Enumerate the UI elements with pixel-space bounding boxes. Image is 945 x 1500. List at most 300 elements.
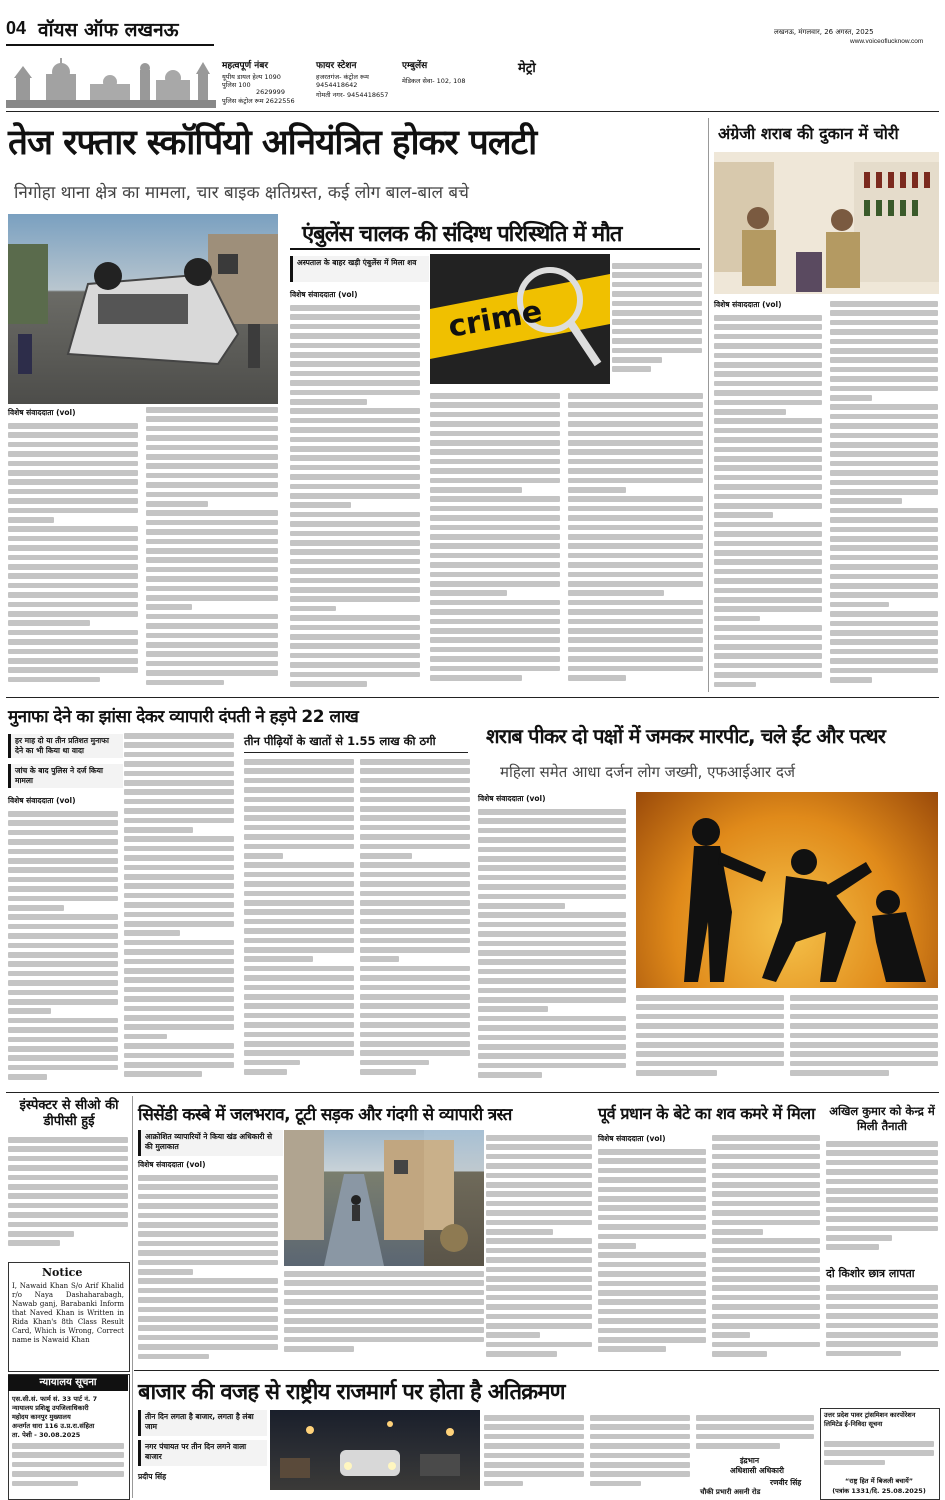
text-block <box>8 1136 128 1256</box>
text-line <box>712 1144 820 1150</box>
text-line <box>636 1042 784 1048</box>
text-line <box>244 881 354 887</box>
text-line <box>830 536 938 542</box>
text-line <box>478 959 626 965</box>
text-line <box>484 1462 584 1468</box>
text-line <box>486 1276 592 1282</box>
text-line <box>568 496 703 502</box>
text-line <box>8 526 138 532</box>
text-line <box>714 663 822 669</box>
text-line <box>138 1203 278 1209</box>
tender-footer: “राष्ट्र हित में बिजली बचायें” <box>844 1477 914 1485</box>
text-line <box>478 875 626 881</box>
text-line <box>124 1024 234 1030</box>
text-line <box>830 348 938 354</box>
text-line <box>290 672 420 678</box>
text-line <box>244 862 354 868</box>
text-line <box>598 1337 706 1343</box>
text-line <box>146 661 278 667</box>
text-line <box>714 381 822 387</box>
text-line <box>430 553 560 559</box>
text-line <box>124 799 234 805</box>
text-line <box>146 604 192 610</box>
text-line <box>146 407 278 413</box>
text-line <box>696 1424 814 1430</box>
text-line <box>8 1165 128 1171</box>
text-line <box>8 914 118 920</box>
text-line <box>830 310 938 316</box>
text-block <box>146 406 278 692</box>
text-line <box>714 400 822 406</box>
text-line <box>598 1177 706 1183</box>
text-line <box>8 896 118 902</box>
text-line <box>290 380 420 386</box>
text-line <box>8 667 138 673</box>
text-line <box>486 1135 592 1141</box>
text-line <box>124 865 234 871</box>
text-line <box>712 1220 820 1226</box>
rule-row2 <box>6 1092 939 1093</box>
text-line <box>478 978 626 984</box>
text-line <box>244 956 313 962</box>
text-line <box>568 412 703 418</box>
text-line <box>360 872 470 878</box>
text-line <box>290 437 420 443</box>
text-line <box>826 1207 938 1213</box>
text-block <box>826 1284 938 1364</box>
text-line <box>8 1203 128 1209</box>
text-line <box>8 811 118 817</box>
text-line <box>146 520 278 526</box>
text-line <box>360 853 412 859</box>
text-line <box>712 1191 820 1197</box>
text-line <box>486 1182 592 1188</box>
text-line <box>138 1250 278 1256</box>
text-block <box>696 1414 814 1454</box>
text-line <box>826 1197 938 1203</box>
text-line <box>146 539 278 545</box>
text-line <box>568 581 703 587</box>
text-line <box>712 1332 750 1338</box>
text-line <box>826 1235 892 1241</box>
text-line <box>146 463 278 469</box>
text-block <box>790 994 938 1086</box>
text-line <box>146 651 278 657</box>
text-line <box>830 592 938 598</box>
story9-headline: पूर्व प्रधान के बेटे का शव कमरे में मिला <box>598 1104 815 1123</box>
text-line <box>830 329 938 335</box>
text-line <box>360 985 470 991</box>
signoff-name1: इंद्रभान <box>740 1456 760 1465</box>
text-line <box>124 827 193 833</box>
text-line <box>484 1443 584 1449</box>
text-line <box>696 1434 814 1440</box>
text-line <box>830 442 938 448</box>
text-line <box>712 1314 820 1320</box>
text-line <box>486 1267 592 1273</box>
text-line <box>830 451 938 457</box>
text-line <box>146 435 278 441</box>
text-line <box>8 1193 128 1199</box>
text-line <box>712 1285 820 1291</box>
text-line <box>290 531 420 537</box>
text-line <box>430 393 560 399</box>
text-line <box>826 1294 938 1300</box>
text-line <box>568 431 703 437</box>
text-line <box>8 961 118 967</box>
text-line <box>568 637 703 643</box>
text-line <box>360 1050 470 1056</box>
text-line <box>244 797 354 803</box>
text-line <box>568 543 703 549</box>
text-line <box>486 1248 592 1254</box>
text-line <box>8 630 138 636</box>
text-line <box>598 1346 666 1352</box>
text-line <box>146 614 278 620</box>
text-line <box>830 574 938 580</box>
text-line <box>826 1226 938 1232</box>
text-line <box>478 894 626 900</box>
garbage-street-photo <box>424 1130 484 1266</box>
column-divider <box>708 118 709 692</box>
text-line <box>826 1313 938 1319</box>
text-line <box>830 470 938 476</box>
text-line <box>8 649 138 655</box>
tender-org: उत्तर प्रदेश पावर ट्रांसमिशन कारपोरेशन लिमिटेड ई-निविदा सूचना <box>824 1411 916 1428</box>
text-block <box>12 1442 124 1494</box>
text-line <box>830 386 938 392</box>
text-line <box>138 1231 278 1237</box>
text-line <box>360 956 399 962</box>
text-line <box>8 602 138 608</box>
text-line <box>478 818 626 824</box>
text-line <box>478 847 626 853</box>
tender-ref: (पत्रांक 1331/दि. 25.08.2025) <box>832 1487 926 1495</box>
text-line <box>360 797 470 803</box>
text-line <box>830 433 938 439</box>
text-line <box>8 1240 60 1246</box>
notice-text: I, Nawaid Khan S/o Arif Khalid r/o Naya Dashaharabagh, Nawab ganj, Barabanki Inform that Naved Khan is Written in Rida Khan's 8th Class Result Card, Which is Wrong, Correct name is Nawaid Khan <box>12 1282 124 1344</box>
text-line <box>714 475 822 481</box>
important-numbers-label: महत्वपूर्ण नंबर <box>222 61 269 71</box>
text-line <box>598 1290 706 1296</box>
text-line <box>124 761 234 767</box>
text-line <box>478 828 626 834</box>
text-line <box>290 418 420 424</box>
text-line <box>714 588 822 594</box>
text-line <box>8 583 138 589</box>
text-line <box>290 352 420 358</box>
text-line <box>138 1307 278 1313</box>
text-line <box>138 1344 278 1350</box>
text-line <box>8 886 118 892</box>
text-line <box>714 437 822 443</box>
text-line <box>430 666 560 672</box>
text-line <box>598 1262 706 1268</box>
text-line <box>360 966 470 972</box>
text-line <box>8 545 138 551</box>
text-line <box>138 1297 278 1303</box>
text-line <box>568 666 703 672</box>
text-line <box>612 301 702 307</box>
text-line <box>826 1141 938 1147</box>
text-line <box>486 1154 592 1160</box>
text-line <box>486 1163 592 1169</box>
text-line <box>8 564 138 570</box>
section-name: मेट्रो <box>518 61 536 76</box>
text-line <box>360 1013 470 1019</box>
text-line <box>478 912 626 918</box>
text-line <box>138 1194 278 1200</box>
text-line <box>360 975 470 981</box>
text-line <box>244 919 354 925</box>
text-line <box>568 506 703 512</box>
text-block <box>484 1414 584 1498</box>
text-line <box>8 461 138 467</box>
text-line <box>712 1163 820 1169</box>
story9-byline: विशेष संवाददाता (vol) <box>598 1134 666 1143</box>
text-line <box>478 856 626 862</box>
text-line <box>486 1257 592 1263</box>
text-line <box>826 1188 938 1194</box>
text-line <box>714 606 822 612</box>
story11-headline: दो किशोर छात्र लापता <box>826 1267 915 1280</box>
text-line <box>244 909 354 915</box>
text-line <box>612 338 702 344</box>
text-line <box>714 315 822 321</box>
text-line <box>478 1006 548 1012</box>
story12-byline: प्रदीप सिंह <box>138 1472 167 1481</box>
text-line <box>284 1346 354 1352</box>
text-line <box>146 473 278 479</box>
text-line <box>830 414 938 420</box>
text-line <box>826 1304 938 1310</box>
text-line <box>8 999 118 1005</box>
text-line <box>486 1285 592 1291</box>
text-line <box>290 390 420 396</box>
text-line <box>598 1309 706 1315</box>
text-line <box>8 839 118 845</box>
text-line <box>712 1154 820 1160</box>
text-line <box>478 865 626 871</box>
text-block <box>568 392 703 692</box>
text-line <box>826 1351 901 1357</box>
text-line <box>360 862 470 868</box>
text-line <box>8 1146 128 1152</box>
text-line <box>430 637 560 643</box>
text-line <box>360 1041 470 1047</box>
text-line <box>790 1051 938 1057</box>
text-line <box>244 994 354 1000</box>
text-line <box>612 319 702 325</box>
text-line <box>830 320 938 326</box>
text-line <box>568 468 703 474</box>
text-line <box>244 759 354 765</box>
masthead-rule <box>6 111 939 112</box>
text-line <box>598 1328 706 1334</box>
text-line <box>478 941 626 947</box>
text-line <box>714 465 822 471</box>
text-line <box>712 1351 767 1357</box>
site-url: www.voiceoflucknow.com <box>850 38 924 45</box>
text-line <box>8 432 138 438</box>
text-line <box>590 1462 690 1468</box>
text-line <box>712 1135 820 1141</box>
text-line <box>598 1234 706 1240</box>
text-line <box>484 1453 584 1459</box>
text-line <box>486 1238 592 1244</box>
text-line <box>712 1229 763 1235</box>
text-line <box>612 348 702 354</box>
text-line <box>12 1481 78 1487</box>
text-line <box>290 681 367 687</box>
text-block <box>714 314 822 692</box>
text-line <box>826 1285 938 1291</box>
text-line <box>478 1044 626 1050</box>
text-line <box>478 950 626 956</box>
text-line <box>146 595 278 601</box>
text-line <box>430 543 560 549</box>
text-line <box>8 536 138 542</box>
text-line <box>824 1460 885 1466</box>
text-line <box>12 1443 124 1449</box>
text-line <box>290 662 420 668</box>
text-line <box>8 1212 128 1218</box>
text-block <box>430 392 560 692</box>
text-line <box>360 759 470 765</box>
text-line <box>290 625 420 631</box>
text-line <box>486 1323 592 1329</box>
text-line <box>138 1260 278 1266</box>
text-line <box>146 529 278 535</box>
text-line <box>830 583 938 589</box>
text-line <box>712 1201 820 1207</box>
text-line <box>124 1043 234 1049</box>
text-line <box>712 1173 820 1179</box>
text-line <box>714 503 822 509</box>
text-line <box>8 820 118 826</box>
text-line <box>790 1042 938 1048</box>
notice-title: Notice <box>42 1266 83 1279</box>
text-line <box>290 446 420 452</box>
story10-headline: अखिल कुमार को केन्द्र में मिली तैनाती <box>829 1104 935 1133</box>
text-line <box>712 1342 820 1348</box>
story4-pill2: जांच के बाद पुलिस ने दर्ज किया मामला <box>8 764 123 788</box>
story3-headline: अंग्रेजी शराब की दुकान में चोरी <box>718 124 899 143</box>
text-line <box>790 1023 938 1029</box>
text-line <box>430 449 560 455</box>
story3-byline: विशेष संवाददाता (vol) <box>714 300 782 309</box>
text-line <box>590 1424 690 1430</box>
text-line <box>430 581 560 587</box>
text-line <box>8 1065 118 1071</box>
text-line <box>590 1415 690 1421</box>
text-line <box>830 658 938 664</box>
story12-pill1: तीन दिन लगता है बाजार, लगता है लंबा जाम <box>138 1410 267 1436</box>
text-line <box>290 371 420 377</box>
text-line <box>124 968 234 974</box>
text-line <box>138 1213 278 1219</box>
text-line <box>244 806 354 812</box>
text-line <box>486 1304 592 1310</box>
text-block <box>826 1140 938 1262</box>
page-number: 04 <box>6 18 27 38</box>
text-line <box>138 1184 278 1190</box>
text-line <box>244 1069 287 1075</box>
text-line <box>568 478 703 484</box>
text-line <box>146 586 278 592</box>
text-line <box>8 1008 51 1014</box>
text-line <box>430 440 560 446</box>
text-line <box>146 567 278 573</box>
text-line <box>8 877 118 883</box>
text-line <box>598 1281 706 1287</box>
text-block <box>486 1134 592 1364</box>
text-line <box>790 1070 889 1076</box>
text-line <box>478 922 626 928</box>
text-line <box>290 559 420 565</box>
text-line <box>568 619 703 625</box>
text-line <box>124 771 234 777</box>
story6-subheadline: महिला समेत आधा दर्जन लोग जख्मी, एफआईआर दर्ज <box>500 763 796 781</box>
story2-byline: विशेष संवाददाता (vol) <box>290 290 358 299</box>
story4-byline: विशेष संवाददाता (vol) <box>8 796 76 805</box>
text-block <box>478 808 626 1086</box>
text-line <box>612 357 662 363</box>
text-line <box>714 334 822 340</box>
text-line <box>712 1248 820 1254</box>
text-line <box>486 1220 592 1226</box>
text-line <box>430 656 560 662</box>
text-line <box>8 611 138 617</box>
text-line <box>284 1309 484 1315</box>
text-line <box>124 987 234 993</box>
text-line <box>486 1229 553 1235</box>
text-line <box>612 282 702 288</box>
text-block <box>830 300 938 692</box>
text-line <box>12 1471 124 1477</box>
crime-photo-word: crime <box>445 294 545 345</box>
text-line <box>124 752 234 758</box>
text-line <box>714 324 822 330</box>
text-line <box>244 1060 300 1066</box>
text-line <box>8 905 64 911</box>
text-line <box>244 1041 354 1047</box>
court-line4: अन्तर्गत धारा 116 उ.प्र.रा.संहिता <box>12 1422 95 1430</box>
story2-headline: एंबुलेंस चालक की संदिग्ध परिस्थिति में मौत <box>302 222 622 247</box>
text-line <box>484 1471 584 1477</box>
text-line <box>714 484 822 490</box>
text-line <box>360 891 470 897</box>
masthead <box>0 0 945 112</box>
text-line <box>290 408 420 414</box>
text-line <box>124 996 234 1002</box>
text-line <box>146 680 224 686</box>
text-line <box>290 455 420 461</box>
text-line <box>138 1222 278 1228</box>
text-line <box>360 825 470 831</box>
text-line <box>714 353 822 359</box>
text-line <box>124 930 180 936</box>
text-line <box>138 1354 209 1360</box>
text-line <box>478 1072 542 1078</box>
text-line <box>824 1450 934 1456</box>
story12-headline: बाजार की वजह से राष्ट्रीय राजमार्ग पर होता है अतिक्रमण <box>138 1380 565 1405</box>
text-line <box>714 578 822 584</box>
text-line <box>8 1222 128 1228</box>
text-block <box>590 1414 690 1498</box>
text-line <box>138 1335 278 1341</box>
